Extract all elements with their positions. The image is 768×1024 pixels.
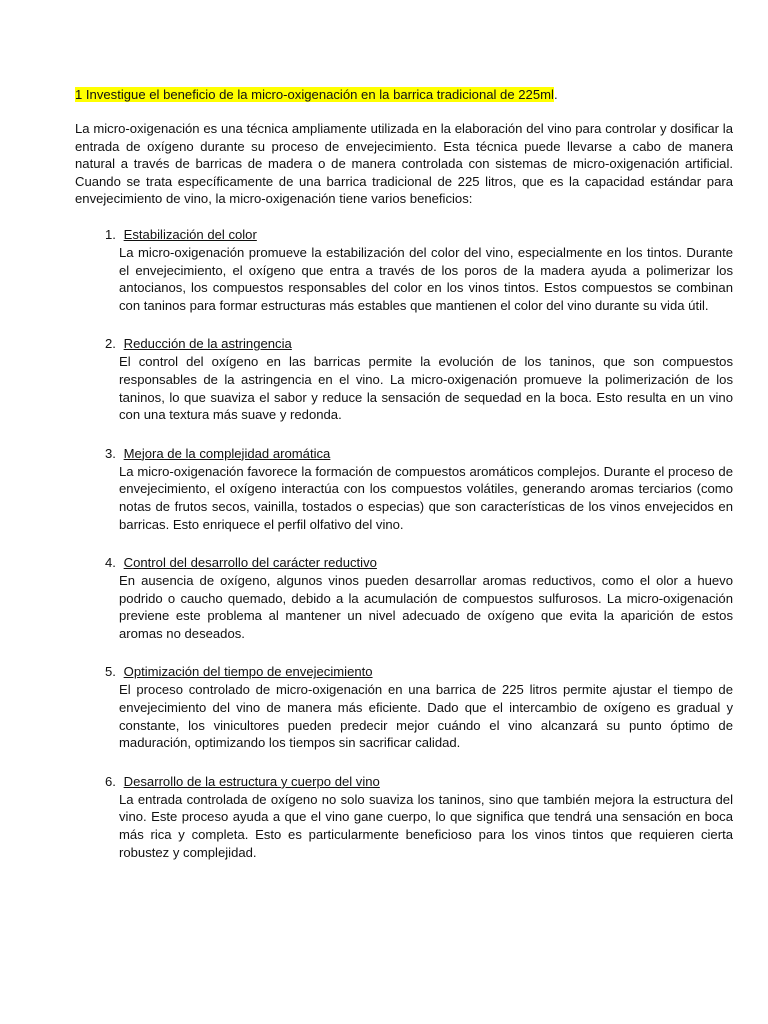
document-page	[75, 86, 733, 882]
item-heading	[105, 663, 733, 681]
item-number: 3.	[105, 445, 116, 461]
document-heading	[75, 86, 733, 104]
list-item	[75, 663, 733, 751]
item-title: Desarrollo de la estructura y cuerpo del vino	[123, 773, 380, 789]
item-title: Control del desarrollo del carácter reductivo	[123, 555, 377, 571]
item-title: Mejora de la complejidad aromática	[123, 445, 331, 461]
list-item	[75, 773, 733, 861]
item-title: Estabilización del color	[123, 226, 257, 242]
item-body: La micro-oxigenación promueve la estabilización del color del vino, especialmente en los tintos. Durante el envejecimiento, el oxígeno que entra a través de los poros de la madera ayuda a polimerizar los antocianos, los compuestos responsables del color en los vinos tintos. Estos compuestos se combinan con taninos para formar estructuras más estables que mantienen el color del vino durante su vida útil.	[119, 244, 733, 313]
item-number: 5.	[105, 664, 116, 680]
item-number: 6.	[105, 773, 116, 789]
item-number: 2.	[105, 336, 116, 352]
item-body: El proceso controlado de micro-oxigenación en una barrica de 225 litros permite ajustar el tiempo de envejecimiento del vino de manera más eficiente. Dado que el intercambio de oxígeno es gradual y constante, los vinicultores pueden predecir mejor cuándo el vino alcanzará su punto óptimo de maduración, optimizando los tiempos sin sacrificar calidad.	[119, 682, 733, 751]
list-item	[75, 226, 733, 314]
list-item	[75, 554, 733, 642]
list-item	[75, 445, 733, 533]
item-heading	[105, 773, 733, 791]
item-body: El control del oxígeno en las barricas permite la evolución de los taninos, que son compuestos responsables de la astringencia en el vino. La micro-oxigenación promueve la polimerización de los taninos, lo que suaviza el sabor y reduce la sensación de sequedad en la boca. Esto resulta en un vino con una textura más suave y redonda.	[119, 354, 733, 423]
item-heading	[105, 554, 733, 572]
item-title: Optimización del tiempo de envejecimiento	[123, 664, 373, 680]
highlighted-heading-text: 1 Investigue el beneficio de la micro-oxigenación en la barrica tradicional de 225ml	[75, 87, 554, 102]
heading-period: .	[553, 87, 558, 102]
list-item	[75, 335, 733, 423]
item-body: La micro-oxigenación favorece la formación de compuestos aromáticos complejos. Durante el proceso de envejecimiento, el oxígeno interactúa con los compuestos volátiles, generando aromas terciarios (como notas de frutos secos, vainilla, tostados o especias) que son características de los vinos envejecidos en barricas. Esto enriquece el perfil olfativo del vino.	[119, 463, 733, 532]
benefits-list	[75, 226, 733, 861]
intro-paragraph: La micro-oxigenación es una técnica ampliamente utilizada en la elaboración del vino para controlar y dosificar la entrada de oxígeno durante su proceso de envejecimiento. Esta técnica puede llevarse a cabo de manera natural a través de barricas de madera o de manera controlada con sistemas de micro-oxigenación artificial. Cuando se trata específicamente de una barrica tradicional de 225 litros, que es la capacidad estándar para envejecimiento de vino, la micro-oxigenación tiene varios beneficios:	[75, 121, 733, 207]
item-heading	[105, 226, 733, 244]
item-number: 4.	[105, 555, 116, 571]
item-heading	[105, 445, 733, 463]
item-heading	[105, 335, 733, 353]
item-number: 1.	[105, 226, 116, 242]
item-body: En ausencia de oxígeno, algunos vinos pueden desarrollar aromas reductivos, como el olor a huevo podrido o caucho quemado, debido a la acumulación de compuestos sulfurosos. La micro-oxigenación previene este problema al mantener un nivel adecuado de oxígeno que evita la aparición de estos aromas no deseados.	[119, 573, 733, 641]
item-body: La entrada controlada de oxígeno no solo suaviza los taninos, sino que también mejora la estructura del vino. Este proceso ayuda a que el vino gane cuerpo, lo que significa que tendrá una sensación en boca más rica y completa. Esto es particularmente beneficioso para los vinos tintos que requieren cierta robustez y complejidad.	[119, 791, 733, 860]
item-title: Reducción de la astringencia	[123, 336, 292, 352]
